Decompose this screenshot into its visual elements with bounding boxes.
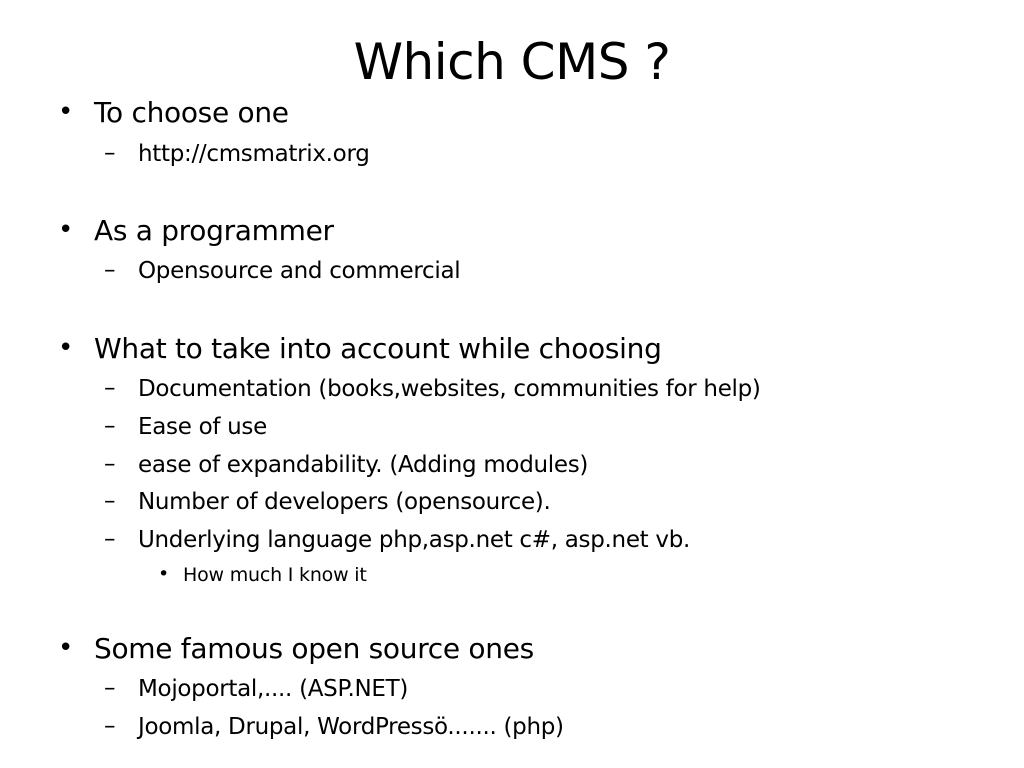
bullet-glyph: • [58,97,74,127]
sub-bullet-text: Ease of use [138,414,267,440]
sub-bullet-text: Documentation (books,websites, communities for help) [138,376,761,402]
dash-glyph: – [104,675,116,701]
dash-glyph: – [104,451,116,477]
bullet-glyph: • [58,215,74,245]
sub-bullet-text: Opensource and commercial [138,258,461,284]
dash-glyph: – [104,713,116,739]
bullet-text: Some famous open source ones [94,632,534,665]
dash-glyph: – [104,413,116,439]
bullet-text: What to take into account while choosing [94,332,662,365]
dash-glyph: – [104,140,116,166]
dash-glyph: – [104,526,116,552]
dash-glyph: – [104,257,116,283]
sub-sub-bullet-text: How much I know it [183,564,367,586]
slide-title: Which CMS ? [353,33,671,91]
sub-bullet-text: Underlying language php,asp.net c#, asp.net vb. [138,527,691,553]
sub-bullet-text: Joomla, Drupal, WordPressö....... (php) [138,714,564,740]
bullet-glyph: • [58,633,74,663]
sub-bullet-text: Mojoportal,.... (ASP.NET) [138,676,409,702]
sub-bullet-text: ease of expandability. (Adding modules) [138,452,589,478]
bullet-glyph: • [58,333,74,363]
sub-bullet-text: http://cmsmatrix.org [138,141,370,167]
bullet-text: To choose one [94,96,289,129]
dash-glyph: – [104,488,116,514]
bullet-glyph: • [158,563,170,585]
sub-bullet-text: Number of developers (opensource). [138,489,551,515]
bullet-text: As a programmer [94,214,334,247]
dash-glyph: – [104,375,116,401]
